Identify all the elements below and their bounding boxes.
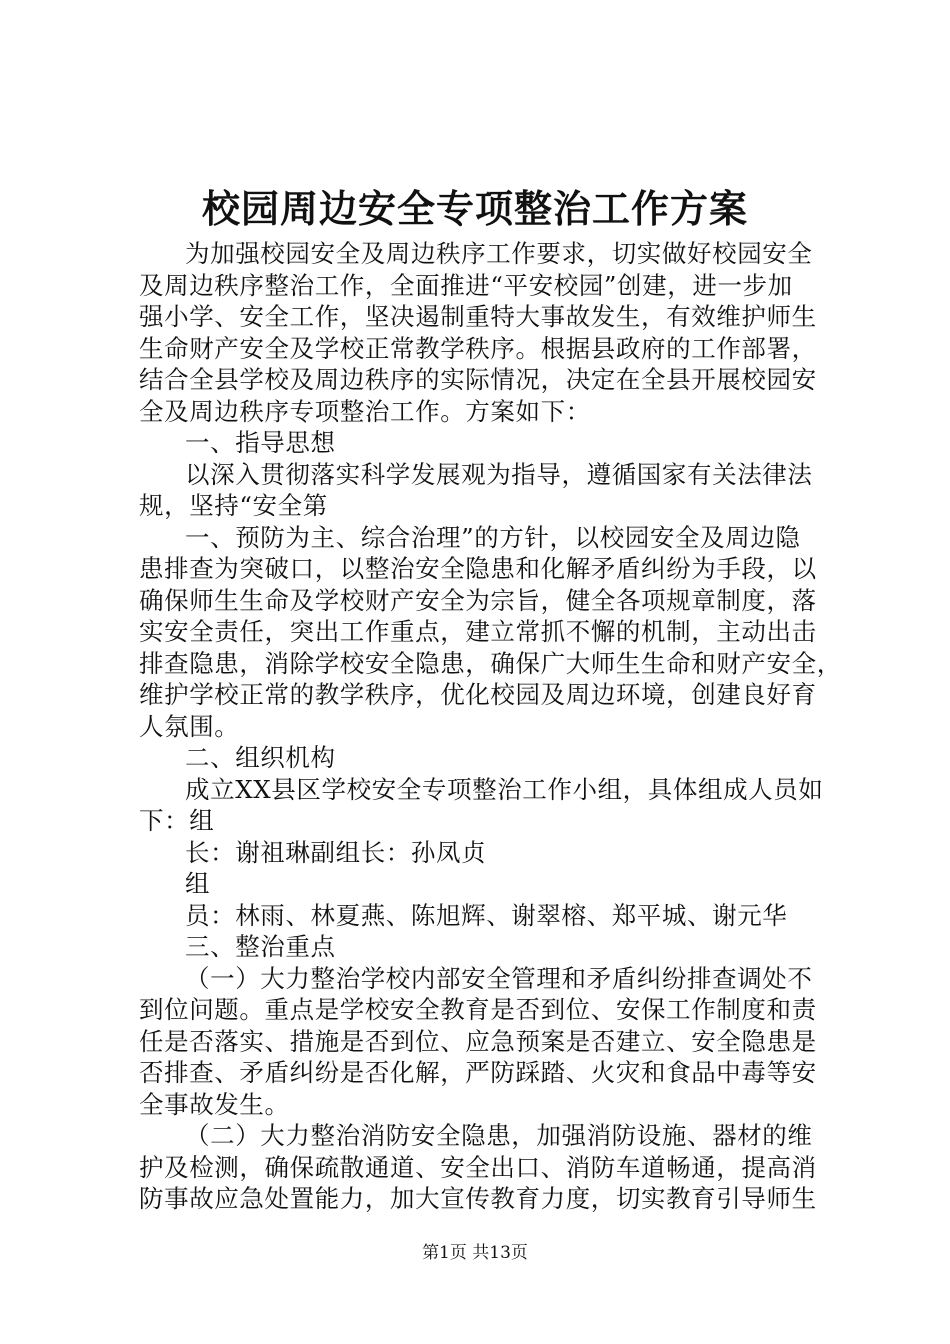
body-line: 为加强校园安全及周边秩序工作要求，切实做好校园安全 [185,239,813,268]
document-body [139,238,842,1215]
document-title: 校园周边安全专项整治工作方案 [201,186,748,231]
body-line: 否排查、矛盾纠纷是否化解，严防踩踏、火灾和食品中毒等安 [139,1058,817,1087]
body-line: 生命财产安全及学校正常教学秩序。根据县政府的工作部署， [139,333,817,363]
body-line: （一）大力整治学校内部安全管理和矛盾纠纷排查调处不 [185,963,813,993]
body-line: 全及周边秩序专项整治工作。方案如下： [139,396,591,426]
body-line: 以深入贯彻落实科学发展观为指导，遵循国家有关法律法 [185,459,813,489]
body-line: 防事故应急处置能力，加大宣传教育力度，切实教育引导师生 [139,1184,817,1213]
body-line: 一、预防为主、综合治理”的方针，以校园安全及周边隐 [185,522,801,552]
body-line: 确保师生生命及学校财产安全为宗旨，健全各项规章制度，落 [139,585,817,615]
body-line: 员：林雨、林夏燕、陈旭辉、谢翠榕、郑平城、谢元华 [185,900,788,930]
section-heading: 二、组织机构 [185,743,336,772]
body-line: 人氛围。 [139,711,240,741]
body-line: 下：组 [139,806,215,835]
section-heading: 一、指导思想 [185,428,336,457]
section-heading: 三、整治重点 [185,932,336,961]
body-line: 及周边秩序整治工作，全面推进“平安校园”创建，进一步加 [139,270,793,300]
body-line: 到位问题。重点是学校安全教育是否到位、安保工作制度和责 [139,995,817,1024]
body-line: 患排查为突破口，以整治安全隐患和化解矛盾纠纷为手段，以 [139,554,817,583]
body-line: 实安全责任，突出工作重点，建立常抓不懈的机制，主动出击 [139,617,817,646]
page-footer: 第1页 共13页 [422,1243,528,1263]
body-line: 强小学、安全工作，坚决遏制重特大事故发生，有效维护师生 [139,302,817,331]
body-line: 护及检测，确保疏散通道、安全出口、消防车道畅通，提高消 [139,1152,817,1182]
body-line: 成立XX县区学校安全专项整治工作小组，具体组成人员如 [185,774,824,804]
body-line: 组 [185,869,211,898]
body-line: 维护学校正常的教学秩序，优化校园及周边环境，创建良好育 [139,680,817,709]
body-line: 全事故发生。 [139,1089,290,1119]
body-line: 规，坚持“安全第 [139,491,328,520]
body-line: 排查隐患，消除学校安全隐患，确保广大师生生命和财产安全， [139,648,842,678]
body-line: 长：谢祖琳副组长：孙凤贞 [185,837,487,867]
body-line: 任是否落实、措施是否到位、应急预案是否建立、安全隐患是 [139,1026,817,1056]
body-line: 结合全县学校及周边秩序的实际情况，决定在全县开展校园安 [139,365,817,394]
body-line: （二）大力整治消防安全隐患，加强消防设施、器材的维 [185,1121,813,1150]
